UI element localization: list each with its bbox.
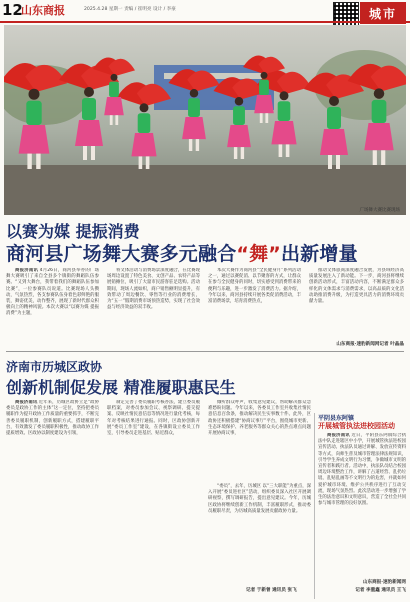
lead-label: 商报济南讯 <box>15 400 38 405</box>
story1-column <box>208 268 301 340</box>
headline-part: 商河县广场舞大赛多元融合 <box>6 243 237 265</box>
story2-byline: 记者 于新曾 通讯员 张飞 <box>246 588 297 593</box>
story1-byline: 山东商报·速豹新闻网记者 叶晶晶 <box>336 342 404 347</box>
story2-headline: 创新机制促发展 精准履职惠民生 <box>6 378 236 397</box>
lead-label: 商报济南讯 <box>327 433 350 438</box>
page-number: 12 <box>2 1 23 19</box>
sidebar-kicker: 平阴县东阿镇 <box>318 415 355 422</box>
story1-column <box>6 268 99 340</box>
story2-kicker: 济南市历城区政协 <box>6 360 103 374</box>
column-text: 4月26日，商河县举办的广场舞大赛吸引了来自全县多个镇街的舞蹈队伍参赛。“又到大舞台，我带着我们的舞蹈队伍参加比赛”，一位参赛队员说道。比赛现场人头攒动，气氛热烈，各支参赛队伍身着色彩鲜艳的服装，舞姿优美，动作整齐，展现了新时代群众积极向上的精神风貌。本次大赛以“以赛为媒 提振消费”为主题， <box>6 268 99 317</box>
column-text: 倾听群众呼声，收集意见建议，帮助解决群众急难愁盼问题。今年以来，各委员工作室共收集社情民意信息百余条，推动解决民生实事数十件。此外，区政协还积极搭建“协商议事厅”平台，围绕城市更新、生态环境保护、养老服务等群众关心的热点难点问题开展协商议事， <box>208 400 311 437</box>
story2-column <box>208 400 311 480</box>
story1-kicker: 以赛为媒 提振消费 <box>6 222 140 241</box>
section-tag: 城市 <box>360 2 406 24</box>
column-text: 推动文体旅商深度融合发展，为县域经济高质量发展注入了新动能。下一步，商河县将继续创新活动形式，丰富活动内容，不断满足群众多样化的文体需求与消费需求，以高品质的文化活动助推消费升级，为打造更具活力的消费环境贡献力量。 <box>309 268 404 305</box>
sidebar-byline-outlet: 山东商报·速豹新闻网 <box>362 580 406 585</box>
column-rule <box>314 413 315 599</box>
newspaper-brand: 山东商报 <box>21 4 65 17</box>
story1-column <box>309 268 404 340</box>
story2-column <box>208 484 311 584</box>
headline-quote: “舞” <box>236 243 281 265</box>
story2-column <box>107 400 200 595</box>
column-text: “委员”，去年，历城区 以“三大职能”为重点，深入开展“委员进社区”活动，组织委员深入社区开展调研视察，撰写调研报告，提出意见建议。今年，历城区政协将继续创新工作机制，丰富履职形式，推动委员履职尽责，为历城高质量发展贡献政协力量。 <box>208 484 311 514</box>
column-text: 本次大赛作为商河县“全民健身月”系列活动之一，通过以赛促消、以节聚客的方式，让群众在参与全民健身的同时，切实感受到消费带来的便利与乐趣，进一步激发了消费活力。据介绍，今年以来，商河县持续开展各类促消费活动，丰富消费场景，培育消费热点， <box>208 268 301 305</box>
issue-meta: 2025.4.28 星期一 责编 / 崔明亮 设计 / 李豪 <box>84 7 176 12</box>
story1-body <box>6 268 404 346</box>
lead-label: 商报济南讯 <box>15 268 39 273</box>
story2-column <box>6 400 99 595</box>
column-text: 制定完善了委员履职考核办法，建立委员履职档案，对委员参加会议、视察调研、提交提案、反映社情民意信息等情况进行量化考核，每年对考核结果进行通报。同时，区政协创新开展“委员工作室”建设，在各镇街设立委员工作室，引导委员走进基层、贴近群众， <box>107 400 200 437</box>
photo-caption: 广场舞大赛比赛现场 <box>359 208 400 213</box>
sidebar-headline: 开展城管执法进校园活动 <box>318 422 395 430</box>
dance-photo <box>4 25 406 215</box>
story2-body <box>6 400 311 598</box>
top-rule <box>0 21 410 23</box>
column-text: 近年来，历城区政协立足“政协委员是政协工作的主体”这一定位，坚持把委员履职作为提升政协工作质量的重要抓手，不断完善委员履职机制，创新履职方式，搭建履职平台，有效激发了委员履职积极性，推动政协工作提质增效。区政协以制度建设为引领， <box>6 400 99 437</box>
sidebar-story <box>318 413 406 598</box>
story1-headline <box>6 239 358 266</box>
dance-photo-image <box>4 25 406 215</box>
headline-part: 出新增量 <box>280 243 358 265</box>
story1-column <box>107 268 200 340</box>
sidebar-text: 近日，平阴县东阿镇综合执法中队走进辖区中小学，开展城管执法进校园宣传活动。执法队员通过讲解、发放宣传资料等方式，向师生普及城市管理法律法规知识，引导学生养成文明行为习惯，争做城市文明的宣传者和践行者。活动中，执法队员结合校园周边环境整治工作，讲解了占道经营、乱扔垃圾、乱贴乱画等不文明行为的危害，并就如何爱护城市环境、维护公共秩序进行了互动交流，现场气氛热烈。此次活动进一步增强了学生的法治意识和文明意识，营造了全社会共同参与城市管理的良好氛围。 <box>318 433 406 507</box>
sidebar-body <box>318 433 406 578</box>
sidebar-byline-reporters: 记者 李重鑫 通讯员 王飞 <box>355 588 406 593</box>
masthead <box>0 0 410 20</box>
column-text: 将文体活动与消费场景深度融合，在比赛现场周边设置了特色美食、文创产品、农特产品等展销摊位，吸引了大量市民游客驻足选购。活动期间，现场人流如织，商户销售额明显提升，有效带动了周边餐饮、零售等行业的消费增长，为“五一”假期消费市场预热造势，实现了社会效益与经济效益的双丰收。 <box>107 268 200 311</box>
section-divider <box>6 351 404 352</box>
